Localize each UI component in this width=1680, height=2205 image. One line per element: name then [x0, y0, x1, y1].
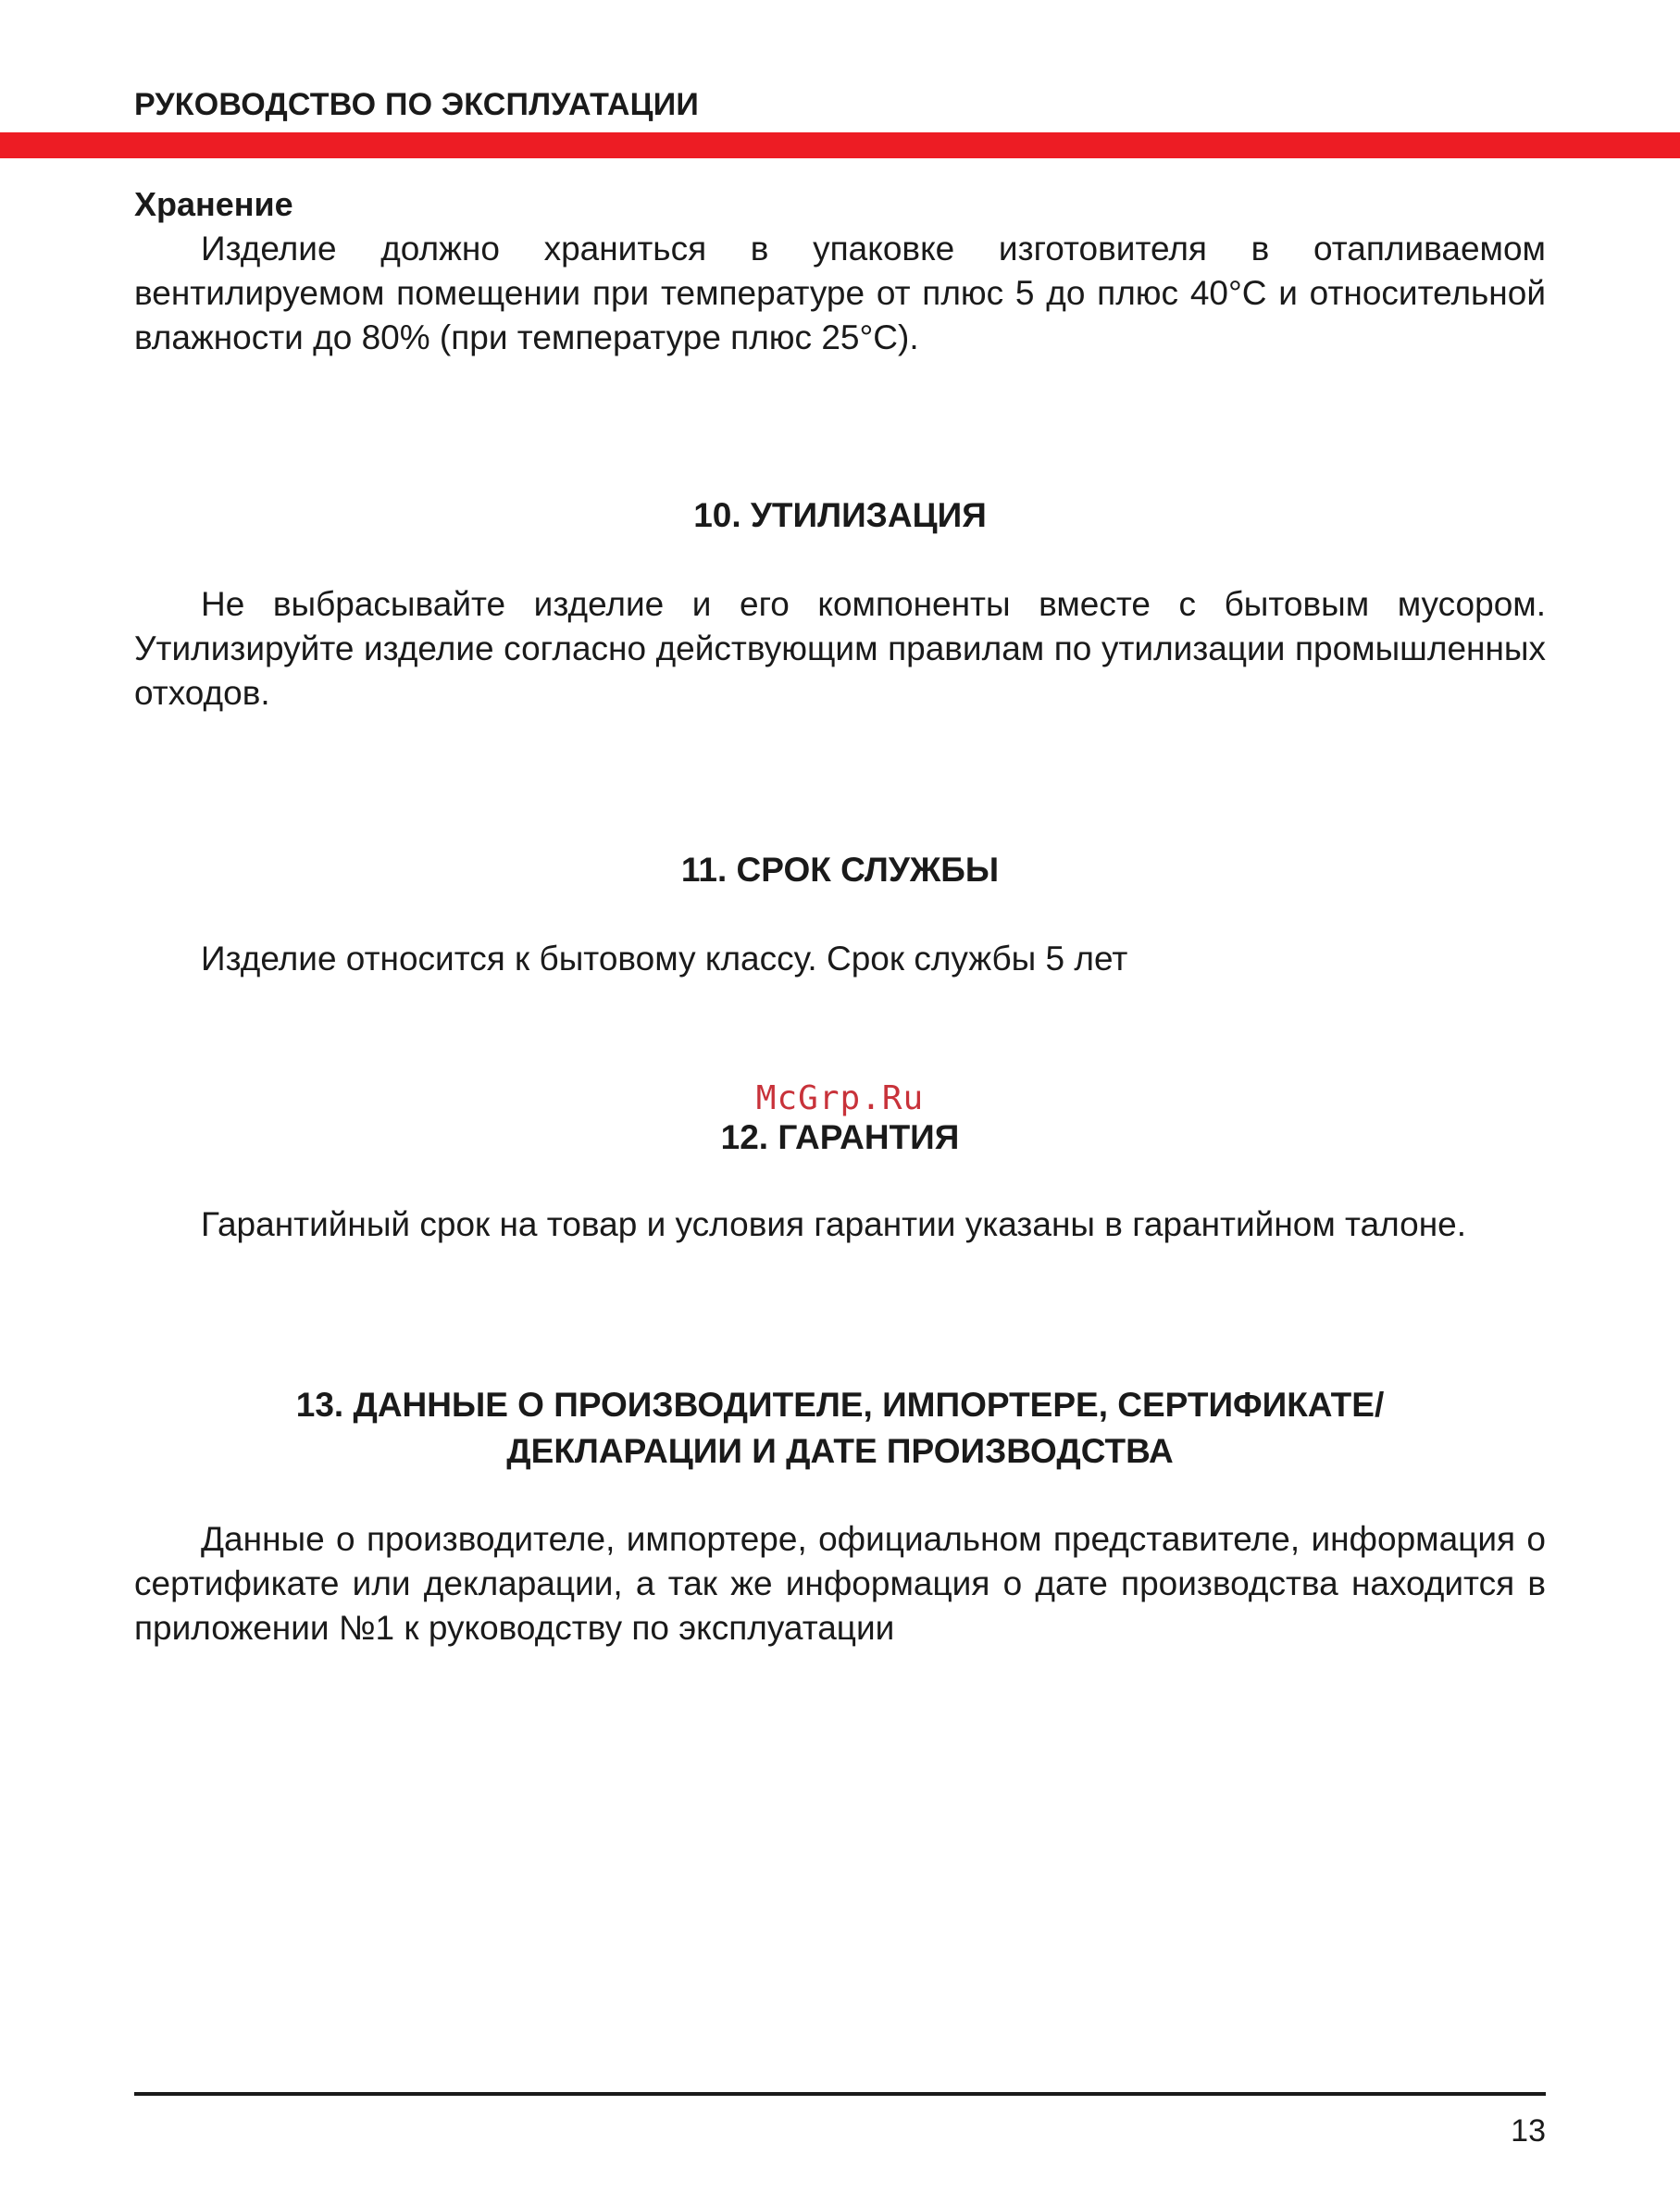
section-13-body: [134, 1517, 1546, 1651]
section-12-body: [134, 1202, 1546, 1247]
section-10-text: Не выбрасывайте изделие и его компоненты вместе с бытовым мусором. Утилизируйте изделие согласно действующим правилам по утилизации промышленных отходов.: [134, 585, 1546, 712]
section-12-title: 12. ГАРАНТИЯ: [720, 1118, 960, 1156]
header-red-band: [0, 132, 1680, 158]
section-13-title-line2: ДЕКЛАРАЦИИ И ДАТЕ ПРОИЗВОДСТВА: [506, 1432, 1174, 1470]
section-12-text: Гарантийный срок на товар и условия гарантии указаны в гарантийном талоне.: [201, 1205, 1467, 1243]
watermark-text: McGrp.Ru: [755, 1079, 925, 1117]
section-10-body: [134, 582, 1546, 716]
section-11-text: Изделие относится к бытовому классу. Срок службы 5 лет: [201, 940, 1128, 978]
section-13-title-line1: 13. ДАННЫЕ О ПРОИЗВОДИТЕЛЕ, ИМПОРТЕРЕ, СЕРТИФИКАТЕ/: [295, 1386, 1385, 1424]
storage-heading: Хранение: [134, 185, 293, 223]
section-11-body: [134, 937, 1546, 981]
section-11-title: 11. СРОК СЛУЖБЫ: [680, 851, 1000, 889]
page-number: 13: [1511, 2113, 1546, 2149]
section-10-title: 10. УТИЛИЗАЦИЯ: [693, 496, 987, 534]
running-header: РУКОВОДСТВО ПО ЭКСПЛУАТАЦИИ: [134, 87, 699, 122]
storage-block: [134, 182, 1546, 360]
section-13-text: Данные о производителе, импортере, официальном представителе, информация о сертификате или декларации, а так же информация о дате производства находится в приложении №1 к руководству по эксплуатации: [134, 1520, 1546, 1647]
section-13-title: [134, 1382, 1546, 1475]
storage-text: Изделие должно храниться в упаковке изготовителя в отапливаемом вентилируемом помещении при температуре от плюс 5 до плюс 40°С и относительной влажности до 80% (при температуре плюс 25°С).: [134, 230, 1546, 356]
footer-rule: [134, 2092, 1546, 2096]
